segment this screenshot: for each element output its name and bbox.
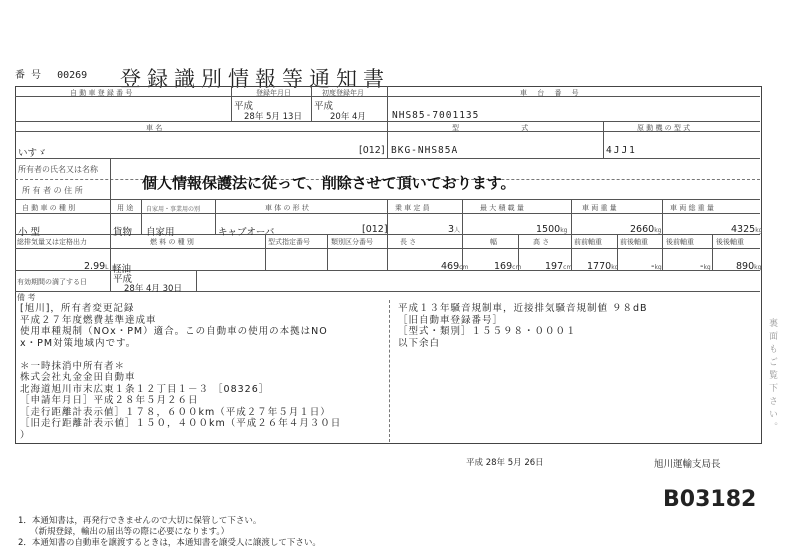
private-business-header: 自家用・事業用の別: [146, 206, 201, 213]
gross-weight-value: 4325kg: [731, 224, 763, 235]
document-number: [15, 66, 87, 81]
remark-line: ［旧走行距離計表示値］１５０，４００km（平成２６年４月３０日: [20, 418, 342, 429]
chassis-header: 車 台 番 号: [520, 89, 583, 97]
expiry-era: 平成: [113, 274, 133, 285]
remark-line: 平成２７年度燃費基準達成車: [20, 314, 157, 326]
use-header: 用 途: [117, 204, 134, 212]
issue-date: 平成 28年 5月 26日: [466, 458, 544, 468]
privacy-notice: 個人情報保護法に従って、削除させて頂いております。: [142, 174, 516, 192]
remark-line: x・PM対策地域内です。: [20, 337, 137, 349]
vehicle-type-value: 小 型: [18, 227, 41, 238]
remark-line: ［型式・類別］１５５９８・０００１: [398, 326, 577, 337]
front-rear-value: -kg: [651, 261, 662, 272]
max-load-header: 最 大 積 載 量: [480, 204, 524, 212]
length-value: 469cm: [441, 261, 469, 272]
body-shape-value: キャブオーバ: [218, 227, 275, 238]
remarks-left: [20, 303, 341, 441]
remark-line: ［旧自動車登録番号］: [398, 314, 504, 326]
model-code: [012]: [359, 145, 385, 156]
remarks-header: 備 考: [17, 293, 36, 302]
note-1: 1．本通知書は，再発行できませんので大切に保管して下さい。: [18, 516, 262, 526]
remark-line: 以下余白: [398, 337, 441, 349]
number-label: 番 号: [15, 70, 42, 81]
first-reg-header: 初度登録年月: [322, 89, 364, 97]
rear-front-value: -kg: [700, 261, 711, 272]
remark-line: 平成１３年騒音規制車，近接排気騒音規制値 ９８dB: [398, 303, 648, 314]
remark-line: ［申請年月日］平成２８年５月２６日: [20, 395, 199, 406]
fuel-value: 軽油: [112, 264, 132, 275]
body-shape-header: 車 体 の 形 状: [265, 204, 309, 212]
fuel-header: 燃 料 の 種 別: [150, 238, 194, 246]
engine-header: 原 動 機 の 型 式: [637, 124, 691, 132]
remark-line: 使用車種規制（NOx・PM）適合。この自動車の使用の本拠はNO: [20, 326, 328, 337]
remark-line: 株式会社丸金金田自動車: [20, 372, 136, 383]
expiry-header: 有効期間の満了する日: [17, 278, 87, 286]
remark-line: [旭川]，所有者変更記録: [20, 303, 135, 314]
expiry-date: 28年 4月 30日: [124, 284, 182, 294]
document-code: B03182: [663, 487, 757, 512]
remarks-right: [398, 303, 648, 349]
rear-rear-value: 890kg: [736, 261, 762, 272]
front-front-value: 1770kg: [587, 261, 619, 272]
note-2: 2．本通知書の自動車を譲渡するときは，本通知書を譲受人に譲渡して下さい。: [18, 538, 321, 548]
displacement-header: 総排気量又は定格出力: [17, 238, 87, 246]
engine-value: 4JJ1: [606, 145, 637, 156]
owner-addr-label: 所 有 者 の 住 所: [22, 186, 83, 195]
remark-line: 北海道旭川市末広東１条１２丁目１－３ ［08326］: [20, 383, 270, 395]
name-header: 車 名: [146, 124, 163, 132]
side-note: 裏面もご覧下さい。: [767, 318, 777, 435]
type-number-header: 型式指定番号: [268, 238, 310, 246]
length-header: 長 さ: [400, 238, 417, 246]
reg-date-header: 登録年月日: [256, 89, 291, 97]
office-name: 旭川運輸支局長: [654, 459, 721, 470]
note-1b: （新規登録，輸出の届出等の際に必要になります。）: [30, 527, 230, 537]
height-value: 197cm: [545, 261, 573, 272]
weight-header: 車 両 重 量: [582, 204, 617, 212]
max-load-value: 1500kg: [536, 224, 568, 235]
reg-era: 平成: [234, 101, 254, 112]
vehicle-name: いすゞ: [18, 148, 47, 159]
first-reg-value: 20年 4月: [330, 112, 366, 122]
remark-line: ［走行距離計表示値］１７８，６００km（平成２７年５月１日）: [20, 406, 331, 418]
width-value: 169cm: [494, 261, 522, 272]
chassis-value: NHS85-7001135: [392, 110, 480, 121]
model-header: 型 式: [452, 124, 559, 132]
capacity-value: 3人: [448, 224, 461, 235]
first-reg-era: 平成: [314, 101, 334, 112]
displacement-value: 2.99L: [84, 261, 109, 272]
owner-name-label: 所有者の氏名又は名称: [18, 165, 98, 174]
front-front-header: 前前軸重: [574, 238, 602, 246]
remark-line: [20, 349, 341, 361]
width-header: 幅: [490, 238, 497, 246]
vehicle-type-header: 自 動 車 の 種 別: [22, 204, 76, 212]
height-header: 高 さ: [533, 238, 550, 246]
page-title: 登録識別情報等通知書: [120, 67, 390, 91]
body-code: [012]: [362, 224, 388, 235]
front-rear-header: 前後軸重: [620, 238, 648, 246]
class-number-header: 類別区分番号: [331, 238, 373, 246]
number-value: 00269: [57, 70, 88, 81]
model-value: BKG-NHS85A: [391, 145, 459, 156]
rear-rear-header: 後後軸重: [716, 238, 744, 246]
remark-line: ＊一時抹消中所有者＊: [20, 360, 126, 372]
weight-value: 2660kg: [630, 224, 662, 235]
private-business-value: 自家用: [146, 227, 175, 238]
remark-line: ）: [20, 429, 31, 441]
rear-front-header: 後前軸重: [666, 238, 694, 246]
gross-weight-header: 車 両 総 重 量: [670, 204, 714, 212]
use-value: 貨物: [113, 227, 133, 238]
capacity-header: 乗 車 定 員: [395, 204, 430, 212]
reg-date-value: 28年 5月 13日: [244, 112, 302, 122]
reg-number-header: 自 動 車 登 録 番 号: [70, 89, 133, 97]
